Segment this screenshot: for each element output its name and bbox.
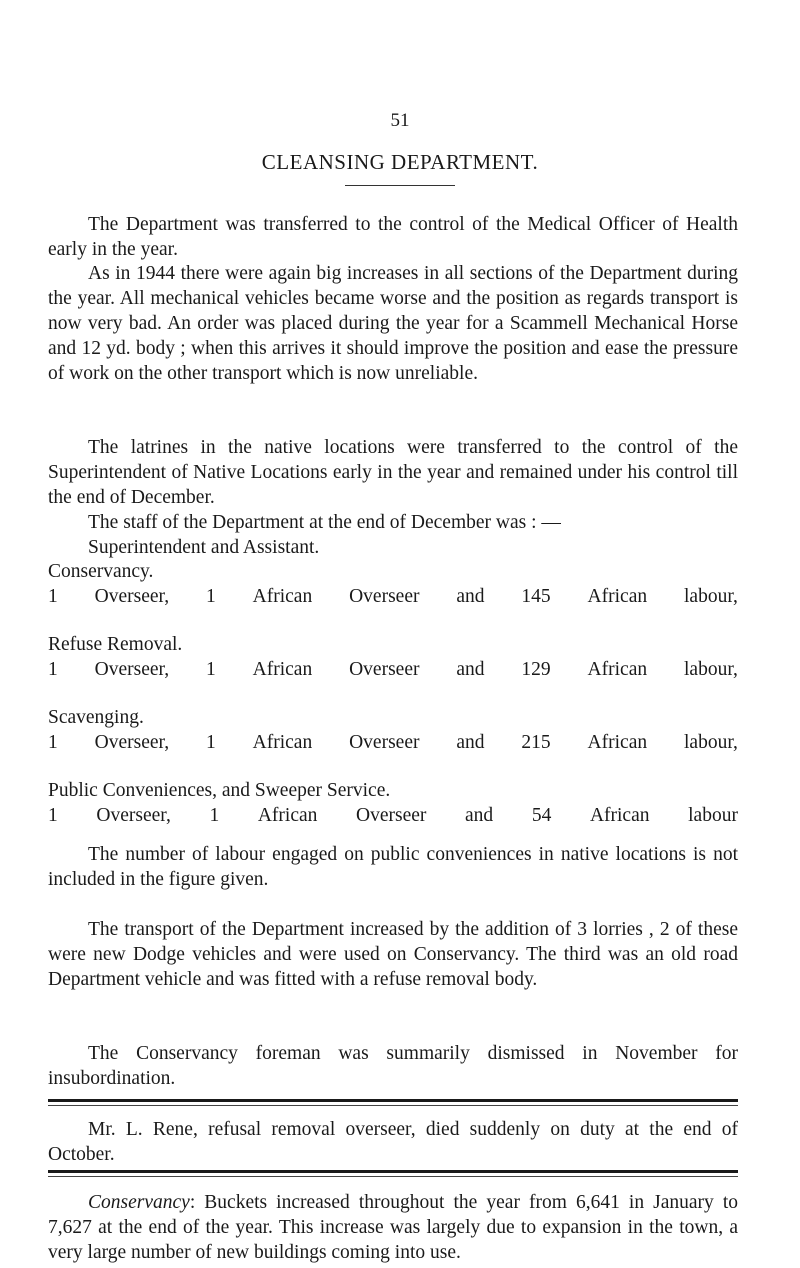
paragraph-increases: As in 1944 there were again big increases in all sections of the Department during the year. All mechanical vehicles became worse and the position as regards transport is now very bad. An order was placed during the year for a Scammell Mechanical Horse and 12 yd. body ; when this arrives it should improve the position and ease the pressure of work on the other transport which is now unreliable. <box>48 263 738 384</box>
divider-heavy-bottom <box>48 1170 738 1173</box>
staff-word: and <box>465 805 494 826</box>
staff-word: Overseer, <box>94 586 170 607</box>
staff-word: Overseer <box>349 659 420 680</box>
staff-word: and <box>456 732 485 753</box>
paragraph-transfer: The Department was transferred to the control of the Medical Officer of Health early in the year. <box>48 214 738 260</box>
divider-thin-top <box>48 1105 738 1106</box>
staff-line-refuse <box>48 657 738 682</box>
staff-line-conservancy <box>48 584 738 609</box>
staff-count: 145 <box>521 586 551 607</box>
staff-word: African <box>252 659 313 680</box>
staff-word: 1 <box>206 732 216 753</box>
staff-word: 1 <box>48 586 58 607</box>
paragraph-rene: Mr. L. Rene, refusal removal overseer, died suddenly on duty at the end of October. <box>48 1119 738 1165</box>
staff-section-heading-conservancy: Conservancy. <box>48 561 154 582</box>
staff-word: 1 <box>206 659 216 680</box>
staff-superintendent: Superintendent and Assistant. <box>88 537 320 558</box>
divider-heavy-top <box>48 1099 738 1102</box>
staff-word: 1 <box>206 586 216 607</box>
staff-word: labour, <box>684 586 738 607</box>
staff-word: labour, <box>684 659 738 680</box>
staff-word: labour <box>688 805 738 826</box>
staff-word: 1 <box>48 805 58 826</box>
staff-count: 215 <box>521 732 551 753</box>
staff-section-heading-conveniences: Public Conveniences, and Sweeper Service. <box>48 780 391 801</box>
staff-word: 1 <box>48 659 58 680</box>
staff-word: Overseer, <box>94 659 170 680</box>
staff-word: African <box>587 732 648 753</box>
paragraph-transport: The transport of the Department increased by the addition of 3 lorries , 2 of these were new Dodge vehicles and were used on Conservancy. The third was an old road Department vehicle and was fitted with a refuse removal body. <box>48 919 738 990</box>
conservancy-text: : Buckets increased throughout the year from 6,641 in January to 7,627 at the end of the year. This increase was largely due to expansion in the town, a very large number of new buildings coming into use. <box>48 1192 738 1263</box>
staff-line-conveniences <box>48 803 738 828</box>
staff-word: 1 <box>209 805 220 826</box>
staff-word: Overseer, <box>96 805 171 826</box>
staff-count: 54 <box>531 805 552 826</box>
staff-word: Overseer, <box>94 732 170 753</box>
page-number: 51 <box>390 110 410 131</box>
paragraph-staff-intro: The staff of the Department at the end of December was : — <box>88 512 561 533</box>
staff-word: Overseer <box>356 805 427 826</box>
staff-word: African <box>252 586 313 607</box>
staff-word: African <box>252 732 313 753</box>
staff-word: African <box>257 805 318 826</box>
staff-word: African <box>587 659 648 680</box>
staff-count: 129 <box>521 659 551 680</box>
title-underline <box>345 185 455 186</box>
paragraph-conveniences-note: The number of labour engaged on public conveniences in native locations is not included in the figure given. <box>48 844 738 890</box>
staff-section-heading-scavenging: Scavenging. <box>48 707 144 728</box>
divider-thin-bottom <box>48 1176 738 1177</box>
page-title: CLEANSING DEPARTMENT. <box>261 150 539 174</box>
staff-word: and <box>456 659 485 680</box>
paragraph-conservancy-buckets <box>48 1190 738 1265</box>
staff-word: 1 <box>48 732 58 753</box>
staff-word: labour, <box>684 732 738 753</box>
paragraph-foreman: The Conservancy foreman was summarily dismissed in November for insubordination. <box>48 1043 738 1089</box>
paragraph-latrines: The latrines in the native locations were transferred to the control of the Superintendent of Native Locations early in the year and remained under his control till the end of December. <box>48 437 738 508</box>
staff-word: Overseer <box>349 732 420 753</box>
staff-word: Overseer <box>349 586 420 607</box>
staff-section-heading-refuse: Refuse Removal. <box>48 634 183 655</box>
conservancy-label: Conservancy <box>88 1192 190 1213</box>
staff-word: African <box>589 805 650 826</box>
staff-word: African <box>587 586 648 607</box>
staff-word: and <box>456 586 485 607</box>
staff-line-scavenging <box>48 730 738 755</box>
